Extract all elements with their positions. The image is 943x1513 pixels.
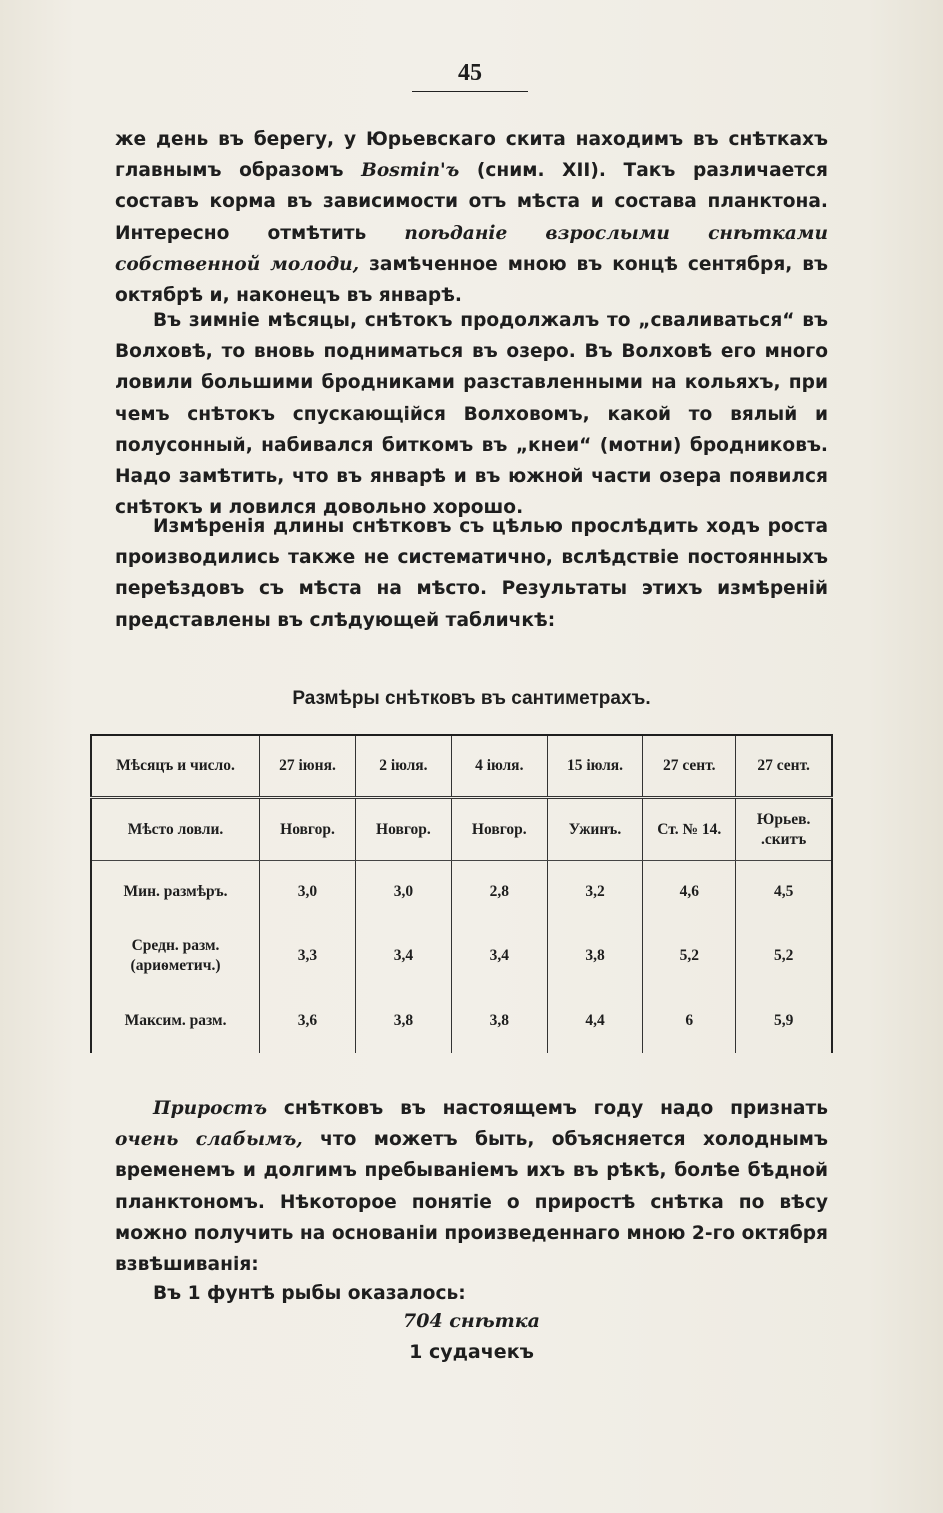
row-label: Мин. размѣръ.: [91, 861, 260, 924]
table-cell: 4,6: [643, 861, 736, 924]
table-cell: 3,6: [260, 989, 356, 1053]
table-cell: 3,4: [451, 923, 547, 989]
table-cell: 4,4: [547, 989, 643, 1053]
table-cell: 4,5: [736, 861, 832, 924]
para1-text-a: же день въ берегу, у Юрьевскаго скита находимъ въ снѣткахъ главнымъ образомъ: [115, 129, 828, 182]
para1-text-c: (сним. XII). Такъ различается составъ корма въ зависимости отъ мѣста и состава планктона. Интересно отмѣтить: [115, 160, 829, 244]
table-cell: 3,8: [547, 923, 643, 989]
result-line-2: 1 судачекъ: [409, 1341, 534, 1363]
para4-text-b: снѣтковъ въ настоящемъ году надо признать: [267, 1098, 828, 1119]
para4-italic-c: очень слабымъ,: [115, 1129, 303, 1151]
page-number: 45: [412, 60, 528, 92]
table-cell: 3,2: [547, 861, 643, 924]
table-cell: 27 сент.: [736, 735, 832, 798]
para4-italic-a: Приростъ: [153, 1098, 268, 1119]
table-cell: 15 іюля.: [547, 735, 643, 798]
paragraph-2: Въ зимніе мѣсяцы, снѣтокъ продолжалъ то „сваливаться“ въ Волховѣ, то вновь подниматься въ озеро. Въ Волховѣ его много ловили большими бродниками разставленными на кольяхъ, при чемъ снѣтокъ спускающійся Волховомъ, какой то вялый и полусонный, набивался биткомъ въ „кнеи“ (мотни) бродниковъ. Надо замѣтить, что въ январѣ и въ южной части озера появился снѣтокъ и ловился довольно хорошо.: [115, 310, 828, 519]
table-cell: 27 іюня.: [260, 735, 356, 798]
table-cell: Новгор.: [451, 798, 547, 861]
table-cell: 2 іюля.: [355, 735, 451, 798]
para1-text-e: замѣченное мною въ концѣ сентября, въ октябрѣ и, наконецъ въ январѣ.: [115, 253, 829, 307]
measurements-table: [90, 734, 833, 1053]
table-cell: 2,8: [451, 861, 547, 924]
table-cell: 5,2: [643, 923, 736, 989]
table-row-date: [91, 735, 832, 798]
table-cell: Ужинъ.: [547, 798, 643, 861]
table-cell: Юрьев. .скитъ: [736, 798, 832, 861]
table-row-max: [91, 989, 832, 1053]
table-cell: 3,8: [451, 989, 547, 1053]
table-cell: 4 іюля.: [451, 735, 547, 798]
table-cell: Новгор.: [355, 798, 451, 861]
table-cell: 5,2: [736, 923, 832, 989]
para1-italic-bosmin: Bosmin'ъ: [361, 160, 460, 182]
paragraph-1: [115, 124, 828, 311]
table-cell: 3,0: [355, 861, 451, 924]
para4-text-d: что можетъ быть, объясняется холоднымъ временемъ и долгимъ пребываніемъ ихъ въ рѣкѣ, болѣе бѣдной планктономъ. Нѣкоторое понятіе о приростѣ снѣтка по вѣсу можно получить на основаніи произведеннаго мною 2-го октября взвѣшиванія:: [115, 1129, 828, 1276]
table-cell: 5,9: [736, 989, 832, 1053]
table-row-min: [91, 861, 832, 924]
table-cell: Ст. № 14.: [643, 798, 736, 861]
row-label: Максим. разм.: [91, 989, 260, 1053]
table-cell: 3,8: [355, 989, 451, 1053]
row-label: Мѣсяцъ и число.: [91, 735, 260, 798]
paragraph-3: Измѣренія длины снѣтковъ съ цѣлью прослѣдить ходъ роста производились также не систематично, вслѣдствіе постоянныхъ переѣздовъ съ мѣста на мѣсто. Результаты этихъ измѣреній представлены въ слѣдующей табличкѣ:: [115, 516, 828, 631]
table-cell: 3,0: [260, 861, 356, 924]
table-row-avg: [91, 923, 832, 989]
row-label: Мѣсто ловли.: [91, 798, 260, 861]
paragraph-5: Въ 1 фунтѣ рыбы оказалось:: [153, 1283, 466, 1304]
table-cell: 6: [643, 989, 736, 1053]
table-cell: 3,4: [355, 923, 451, 989]
row-label: Средн. разм. (ариѳметич.): [91, 923, 260, 989]
table-title: Размѣры снѣтковъ въ сантиметрахъ.: [292, 688, 651, 709]
paragraph-4: [115, 1093, 828, 1280]
table-row-place: [91, 798, 832, 861]
para1-italic-phrase: поѣданіе взрослыми снѣтками собственной молоди,: [115, 222, 828, 275]
result-line-1: 704 снѣтка: [403, 1310, 540, 1332]
table-cell: Новгор.: [260, 798, 356, 861]
table-cell: 3,3: [260, 923, 356, 989]
table-cell: 27 сент.: [643, 735, 736, 798]
